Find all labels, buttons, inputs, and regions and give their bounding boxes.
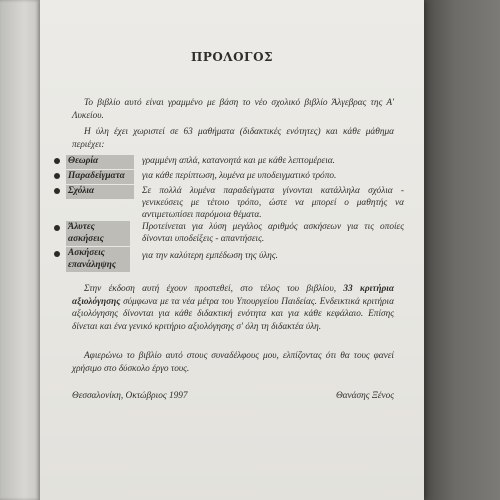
item-label: Άλυτες ασκήσεις: [66, 221, 130, 246]
bullet-icon: [54, 225, 60, 231]
bullet-icon: [54, 188, 60, 194]
item-description: για κάθε περίπτωση, λυμένα με υποδειγματικό τρόπο.: [142, 171, 337, 181]
book-page: [40, 0, 424, 500]
item-label: Ασκήσεις επανάληψης: [66, 247, 130, 272]
bullet-icon: [54, 251, 60, 257]
item-description: Σε πολλά λυμένα παραδείγματα γίνονται κατάλληλα σχόλια - γενικεύσεις με τέτοιο τρόπο, ώστε να μπορεί ο μαθητής να αντιμετωπίσει παρόμοια θέματα.: [142, 186, 404, 221]
item-label: Παραδείγματα: [66, 170, 134, 184]
item-description: για την καλύτερη εμπέδωση της ύλης.: [142, 251, 278, 261]
criteria-emphasis: 33 κριτήρια αξιολόγησης: [72, 284, 394, 307]
page-title: ΠΡΟΛΟΓΟΣ: [190, 50, 274, 64]
criteria-text-after: σύμφωνα με τα νέα μέτρα του Υπουργείου Παιδείας. Ενδεικτικά κριτήρια αξιολόγησης δίνονται για κάθε διδακτική ενότητα και για κάθε κεφάλαιο. Επίσης δίνεται και ένα γενικό κριτήριο αξιολόγησης σ' όλη τη διδακτέα ύλη.: [72, 296, 394, 332]
structure-paragraph: Η ύλη έχει χωριστεί σε 63 μαθήματα (διδακτικές ενότητες) και κάθε μάθημα περιέχει:: [72, 127, 394, 150]
criteria-paragraph: [72, 283, 394, 333]
bullet-icon: [54, 173, 60, 179]
facing-page-edge: [0, 0, 40, 500]
item-label: Σχόλια: [66, 185, 134, 199]
table-shadow: [424, 0, 500, 500]
item-label: Θεωρία: [66, 155, 134, 169]
place-date: Θεσσαλονίκη, Οκτώβριος 1997: [72, 391, 188, 401]
item-description: Προτείνεται για λύση μεγάλος αριθμός ασκήσεων για τις οποίες δίνονται υποδείξεις - απαντήσεις.: [142, 222, 404, 245]
bullet-icon: [54, 158, 60, 164]
intro-paragraph: Το βιβλίο αυτό είναι γραμμένο με βάση το νέο σχολικό βιβλίο Άλγεβρας της Α' Λυκείου.: [72, 98, 394, 121]
dedication-paragraph: Αφιερώνω το βιβλίο αυτό στους συναδέλφους μου, ελπίζοντας ότι θα τους φανεί χρήσιμο στο δύσκολο έργο τους.: [72, 351, 394, 374]
item-description: γραμμένη απλά, κατανοητά και με κάθε λεπτομέρεια.: [142, 156, 335, 166]
criteria-text-before: Στην έκδοση αυτή έχουν προστεθεί, στο τέλος του βιβλίου,: [84, 284, 344, 294]
author-name: Θανάσης Ξένος: [335, 391, 394, 401]
